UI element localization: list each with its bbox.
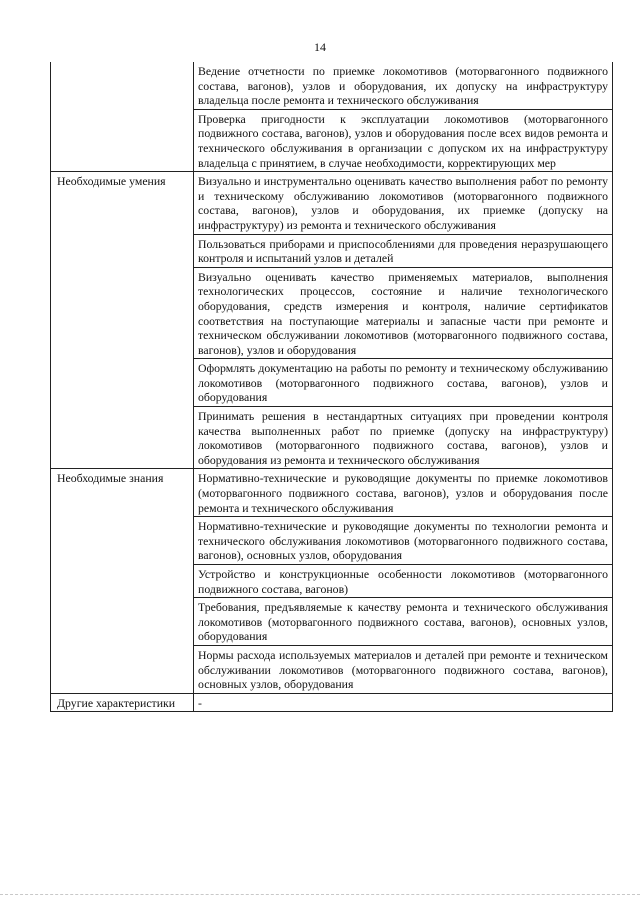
table-row [51,693,613,712]
requirements-table [50,62,613,712]
page-number: 14 [314,40,326,54]
table-cell: Требования, предъявляемые к качеству ремонта и технического обслуживания локомотивов (моторвагонного подвижного состава, вагонов), основных узлов, оборудования [194,598,613,646]
row-label-knowledge: Необходимые знания [51,469,194,693]
row-label-other: Другие характеристики [51,693,194,712]
table-cell: Принимать решения в нестандартных ситуациях при проведении контроля качества выполненных работ по приемке (допуску на инфраструктуру) локомотивов (моторвагонного подвижного состава, вагонов), узлов и оборудования из ремонта и технического обслуживания [194,407,613,469]
table-cell: Визуально и инструментально оценивать качество выполнения работ по ремонту и техническому обслуживанию локомотивов (моторвагонного подвижного состава, вагонов), узлов и оборудования, их приемке (допуску на инфраструктуру) из ремонта и технического обслуживания [194,172,613,234]
table-row [51,469,613,517]
table-cell: Устройство и конструкционные особенности локомотивов (моторвагонного подвижного состава, вагонов) [194,565,613,598]
scan-edge-divider [0,894,640,895]
table-row [51,172,613,234]
table-cell: Оформлять документацию на работы по ремонту и техническому обслуживанию локомотивов (моторвагонного подвижного состава, вагонов), узлов и оборудования [194,359,613,407]
row-label [51,62,194,172]
row-label-skills: Необходимые умения [51,172,194,469]
table-cell: Проверка пригодности к эксплуатации локомотивов (моторвагонного подвижного состава, вагонов), узлов и оборудования после всех видов ремонта и технического обслуживания в организации с допуском их на инфраструктуру владельца с принятием, в случае необходимости, корректирующих мер [194,109,613,171]
table-cell: Нормативно-технические и руководящие документы по технологии ремонта и технического обслуживания локомотивов (моторвагонного подвижного состава, вагонов), основных узлов, оборудования [194,517,613,565]
table-cell: Нормы расхода используемых материалов и деталей при ремонте и техническом обслуживании локомотивов (моторвагонного подвижного состава, вагонов), основных узлов, оборудования [194,645,613,693]
table-cell: Визуально оценивать качество применяемых материалов, выполнения технологических процессов, состояние и наличие технологического оборудования, средств измерения и контроля, наличие сертификатов соответствия на поступающие материалы и запасные части при ремонте и техническом обслуживании локомотивов (моторвагонного подвижного состава, вагонов), узлов и оборудования [194,267,613,359]
table-cell: Нормативно-технические и руководящие документы по приемке локомотивов (моторвагонного подвижного состава, вагонов), узлов и оборудования после ремонта и технического обслуживания [194,469,613,517]
table-row [51,62,613,109]
table-cell: - [194,693,613,712]
table-cell: Пользоваться приборами и приспособлениями для проведения неразрушающего контроля и испытаний узлов и деталей [194,234,613,267]
table-cell: Ведение отчетности по приемке локомотивов (моторвагонного подвижного состава, вагонов), узлов и оборудования, их допуску на инфраструктуру владельца после ремонта и технического обслуживания [194,62,613,109]
